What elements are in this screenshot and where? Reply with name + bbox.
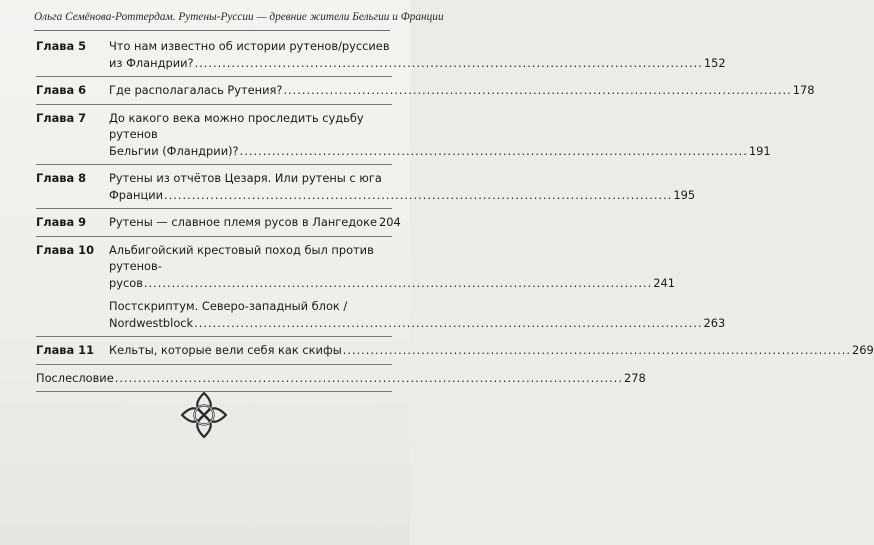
celtic-knot-icon (179, 390, 229, 440)
toc-entry[interactable] (36, 342, 874, 365)
header-rule (34, 30, 390, 31)
toc-entry-afterword[interactable] (36, 370, 646, 393)
toc-entry[interactable] (36, 170, 696, 209)
leader-dots: .............................................................................................................. (143, 275, 653, 290)
entry-title-line: Послесловие (36, 370, 114, 385)
chapter-number: Глава 8 (36, 171, 87, 185)
toc-entry[interactable] (36, 214, 401, 237)
entry-title-line: Бельгии (Фландрии)? (109, 143, 239, 158)
chapter-number: Глава 9 (36, 215, 87, 229)
entry-title-line: Альбигойский крестовый поход был против рутенов- (109, 242, 374, 273)
table-of-contents (36, 38, 874, 397)
chapter-number: Глава 7 (36, 110, 87, 125)
page-number: 191 (748, 143, 771, 158)
leader-dots: .............................................................................................................. (342, 343, 851, 357)
running-header: Ольга Семёнова-Роттердам. Рутены-Руссии — древние жители Бельгии и Франции (34, 11, 444, 23)
toc-entry[interactable] (36, 110, 771, 166)
entry-title-line: Где располагалась Рутения? (109, 83, 283, 97)
chapter-number: Глава 10 (36, 242, 94, 257)
chapter-number: Глава 6 (36, 83, 87, 97)
entry-title-line: Что нам известно об истории рутенов/руссиев (109, 39, 390, 53)
entry-title-line: Кельты, которые вели себя как скифы (109, 343, 342, 357)
entry-title-line: Рутены из отчётов Цезаря. Или рутены с юга (109, 171, 382, 185)
leader-dots: .............................................................................................................. (114, 370, 624, 385)
toc-entry-postscript[interactable] (36, 298, 726, 337)
entry-title-line: Nordwestblock (109, 315, 194, 330)
page-number: 204 (379, 215, 401, 229)
toc-entry[interactable] (36, 242, 675, 297)
entry-title-line: Рутены — славное племя русов в Лангедоке (109, 215, 377, 229)
page-number: 178 (792, 83, 815, 97)
page-number: 152 (703, 55, 726, 70)
page-number: 241 (653, 275, 675, 290)
page-number: 278 (624, 370, 646, 385)
chapter-number: Глава 5 (36, 39, 87, 53)
page-number: 263 (703, 315, 726, 330)
leader-dots: .............................................................................................................. (194, 315, 703, 330)
entry-title-line: из Фландрии? (109, 55, 194, 70)
leader-dots: .............................................................................................................. (239, 143, 748, 158)
toc-entry[interactable] (36, 38, 726, 77)
leader-dots: .............................................................................................................. (164, 187, 673, 202)
entry-title-line: До какого века можно проследить судьбу рутенов (109, 110, 364, 141)
leader-dots: .............................................................................................................. (194, 55, 703, 70)
page-number: 269 (852, 343, 874, 357)
leader-dots: .............................................................................................................. (283, 83, 792, 97)
entry-title-line: русов (109, 275, 143, 290)
toc-entry[interactable] (36, 82, 815, 105)
page-number: 195 (673, 187, 696, 202)
entry-title-line: Франции (109, 187, 164, 202)
chapter-number: Глава 11 (36, 343, 94, 357)
entry-title-line: Постскриптум. Северо-западный блок / (109, 299, 348, 313)
